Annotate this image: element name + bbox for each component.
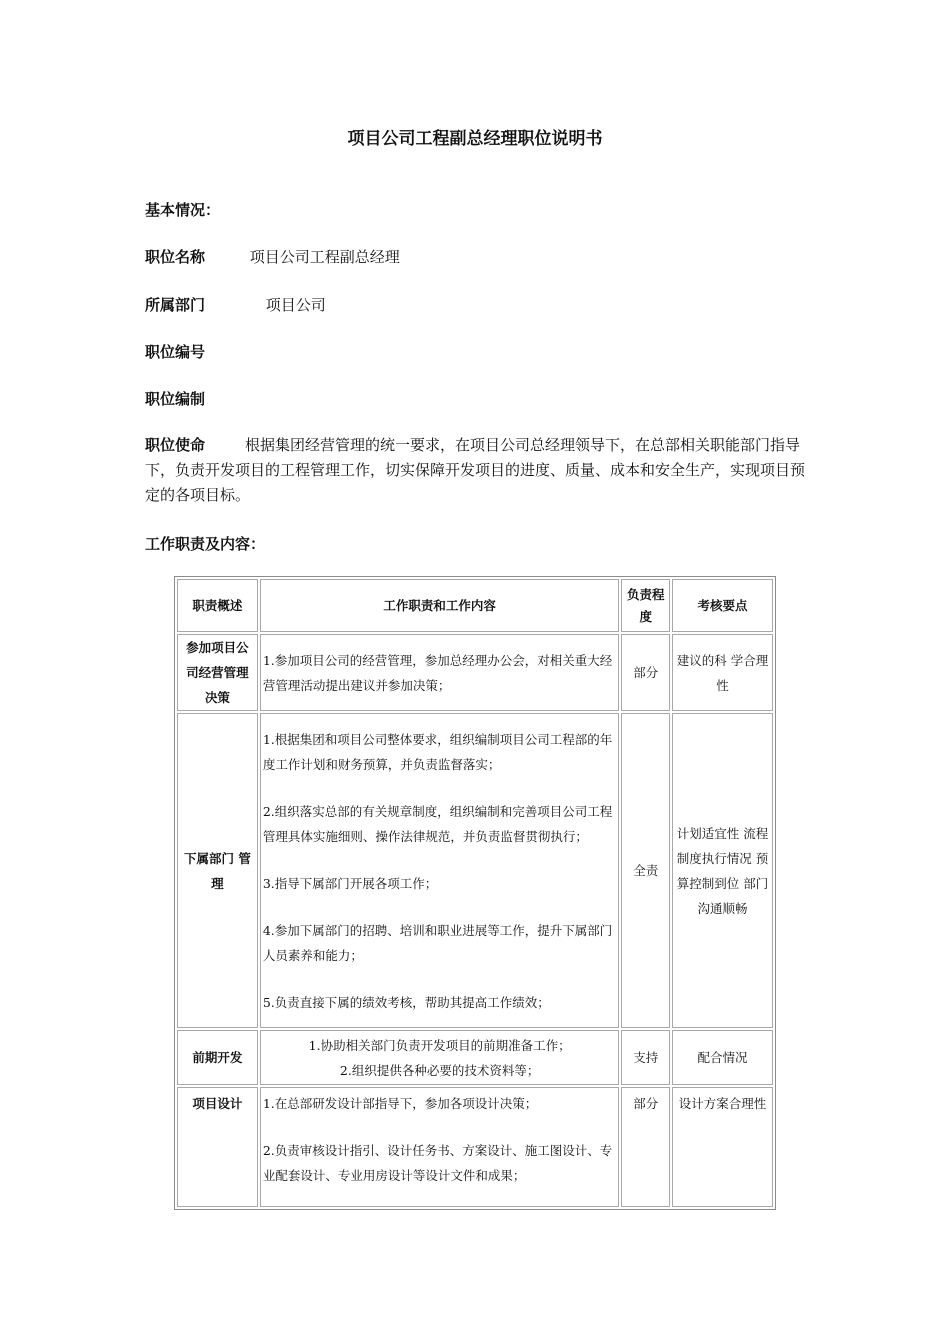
row-degree: 全责 <box>621 713 669 1028</box>
mission-label: 职位使命 <box>145 436 206 454</box>
table-header-row <box>177 579 773 632</box>
mission-paragraph <box>145 433 805 508</box>
mission-text: 根据集团经营管理的统一要求，在项目公司总经理领导下，在总部相关职能部门指导下，负责开发项目的工程管理工作，切实保障开发项目的进度、质量、成本和安全生产，实现项目预定的各项目标。 <box>145 436 806 504</box>
row-category: 下属部门 管理 <box>177 713 258 1028</box>
document-title: 项目公司工程副总经理职位说明书 <box>347 129 603 149</box>
department-label: 所属部门 <box>145 296 206 314</box>
position-name-row <box>145 246 400 267</box>
row-category: 项目设计 <box>177 1087 258 1207</box>
row-assessment: 设计方案合理性 <box>672 1087 773 1207</box>
row-content <box>260 1087 620 1207</box>
content-item: 5.负责直接下属的绩效考核，帮助其提高工作绩效； <box>262 994 550 1010</box>
row-content <box>260 634 620 711</box>
row-category: 参加项目公司经营管理决策 <box>177 634 258 711</box>
row-assessment: 建议的科 学合理性 <box>672 634 773 711</box>
position-code-label: 职位编号 <box>145 343 206 361</box>
header-content: 工作职责和工作内容 <box>260 579 620 632</box>
basic-info-heading: 基本情况： <box>145 201 221 219</box>
header-summary: 职责概述 <box>177 579 258 632</box>
table-row <box>177 1030 773 1085</box>
position-name-label: 职位名称 <box>145 248 206 266</box>
content-item: 1.根据集团和项目公司整体要求，组织编制项目公司工程部的年度工作计划和财务预算，并负责监督落实； <box>262 731 613 772</box>
table-row <box>177 1087 773 1207</box>
content-item: 1.参加项目公司的经营管理，参加总经理办公会，对相关重大经营管理活动提出建议并参加决策； <box>262 652 613 693</box>
content-item: 2.组织落实总部的有关规章制度，组织编制和完善项目公司工程管理具体实施细则、操作法律规范，并负责监督贯彻执行； <box>262 803 613 844</box>
position-name-value: 项目公司工程副总经理 <box>249 248 400 266</box>
department-row <box>145 294 326 315</box>
row-degree: 部分 <box>621 1087 669 1207</box>
content-item: 1.协助相关部门负责开发项目的前期准备工作； <box>308 1037 571 1053</box>
header-assessment: 考核要点 <box>672 579 773 632</box>
header-degree: 负责程度 <box>621 579 669 632</box>
position-quota-label: 职位编制 <box>145 390 206 408</box>
content-item: 4.参加下属部门的招聘、培训和职业进展等工作，提升下属部门人员素养和能力； <box>262 922 613 963</box>
content-item: 2.组织提供各种必要的技术资料等； <box>339 1062 540 1078</box>
row-assessment: 计划适宜性 流程制度执行情况 预算控制到位 部门沟通顺畅 <box>672 713 773 1028</box>
duties-heading: 工作职责及内容： <box>145 535 266 553</box>
row-content <box>260 1030 620 1085</box>
row-degree: 支持 <box>621 1030 669 1085</box>
duties-table <box>174 576 776 1210</box>
content-item: 1.在总部研发设计部指导下，参加各项设计决策； <box>262 1096 538 1111</box>
row-content <box>260 713 620 1028</box>
row-degree: 部分 <box>621 634 669 711</box>
department-value: 项目公司 <box>265 296 326 314</box>
row-category: 前期开发 <box>177 1030 258 1085</box>
table-row <box>177 634 773 711</box>
content-item: 2.负责审核设计指引、设计任务书、方案设计、施工图设计、专业配套设计、专业用房设计等设计文件和成果； <box>262 1143 613 1183</box>
table-row <box>177 713 773 1028</box>
content-item: 3.指导下属部门开展各项工作； <box>262 875 438 891</box>
row-assessment: 配合情况 <box>672 1030 773 1085</box>
